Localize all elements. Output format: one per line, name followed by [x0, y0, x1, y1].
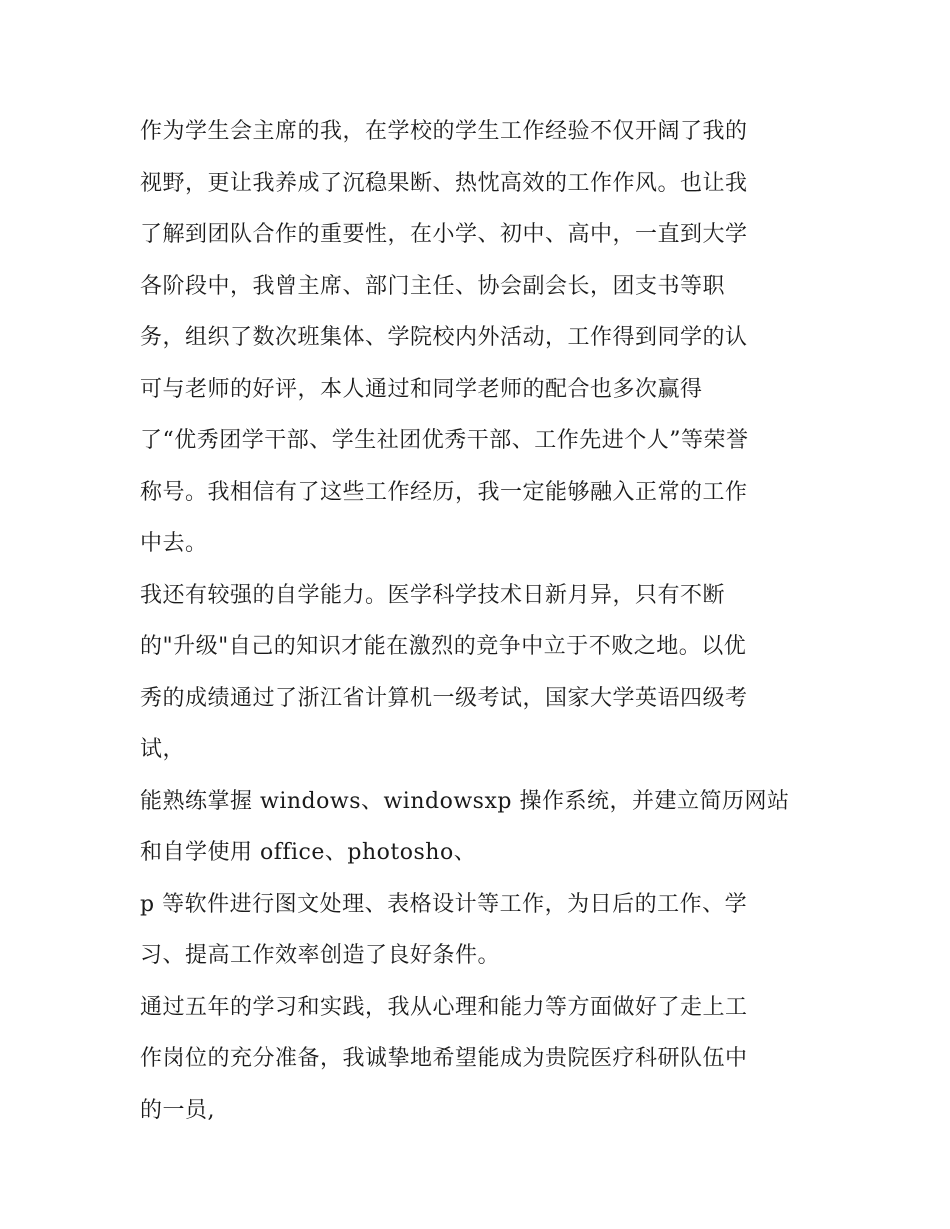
- text-line: 视野，更让我养成了沉稳果断、热忱高效的工作作风。也让我: [140, 170, 748, 196]
- text-line: 了“优秀团学干部、学生社团优秀干部、工作先进个人”等荣誉: [140, 428, 749, 453]
- body-text: [140, 106, 820, 1136]
- text-line: 中去。: [140, 531, 208, 556]
- text-line: 的一员,: [140, 1097, 215, 1123]
- text-line: 的"升级"自己的知识才能在激烈的竞争中立于不败之地。以优: [140, 634, 747, 659]
- text-line: p 等软件进行图文处理、表格设计等工作，为日后的工作、学: [140, 891, 748, 917]
- text-line: 能熟练掌握 windows、windowsxp 操作系统，并建立简历网站: [140, 788, 790, 814]
- text-line: 秀的成绩通过了浙江省计算机一级考试，国家大学英语四级考: [140, 685, 748, 711]
- text-line: 作为学生会主席的我，在学校的学生工作经验不仅开阔了我的: [140, 119, 748, 144]
- text-line: 作岗位的充分准备，我诚挚地希望能成为贵院医疗科研队伍中: [140, 1046, 748, 1071]
- text-line: 习、提高工作效率创造了良好条件。: [140, 943, 501, 968]
- text-line: 各阶段中，我曾主席、部门主任、协会副会长，团支书等职: [140, 273, 726, 299]
- text-line: 可与老师的好评，本人通过和同学老师的配合也多次赢得: [140, 376, 703, 402]
- text-line: 试，: [140, 737, 186, 762]
- text-line: 通过五年的学习和实践，我从心理和能力等方面做好了走上工: [140, 994, 748, 1020]
- text-line: 和自学使用 office、photosho、: [140, 840, 477, 865]
- text-line: 了解到团队合作的重要性，在小学、初中、高中，一直到大学: [140, 222, 748, 247]
- text-line: 我还有较强的自学能力。医学科学技术日新月异，只有不断: [140, 582, 726, 608]
- text-line: 称号。我相信有了这些工作经历，我一定能够融入正常的工作: [140, 479, 748, 505]
- text-line: 务，组织了数次班集体、学院校内外活动，工作得到同学的认: [140, 325, 748, 350]
